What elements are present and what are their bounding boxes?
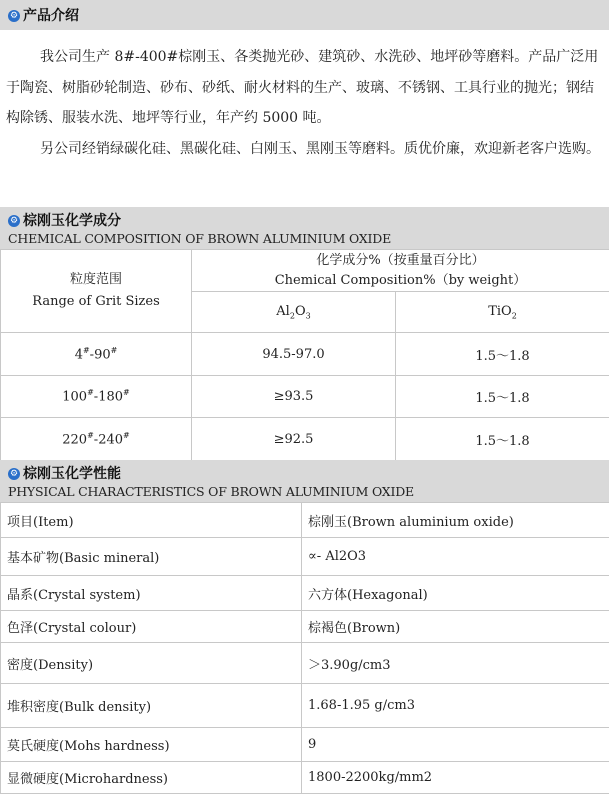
composition-header-cell (192, 250, 609, 292)
intro-header (0, 0, 609, 30)
table-row (1, 376, 609, 418)
ti-sub: 2 (512, 311, 517, 320)
al-sub2: 3 (306, 311, 311, 320)
al-value: 94.5-97.0 (192, 333, 396, 376)
grit-cell (1, 333, 192, 376)
grit-header-cn: 粒度范围 (7, 269, 185, 291)
physical-title-text: 棕刚玉化学性能 (23, 466, 121, 482)
table-row (1, 503, 609, 538)
prop-value: ∝- Al2O3 (302, 538, 609, 576)
prop-value: 1.68-1.95 g/cm3 (302, 684, 609, 728)
physical-title (8, 463, 121, 483)
intro-body (6, 42, 604, 164)
physical-header (0, 460, 609, 502)
table-row (1, 333, 609, 376)
chemical-header (0, 207, 609, 249)
chemical-title (8, 210, 121, 230)
prop-value: 棕刚玉(Brown aluminium oxide) (302, 503, 609, 538)
chemical-subtitle: CHEMICAL COMPOSITION OF BROWN ALUMINIUM OXIDE (8, 231, 391, 246)
grit-mark: # (83, 346, 90, 355)
prop-key: 项目(Item) (1, 503, 302, 538)
prop-key: 晶系(Crystal system) (1, 576, 302, 611)
grit-mark: # (123, 431, 130, 440)
prop-key: 色泽(Crystal colour) (1, 611, 302, 643)
prop-key: 堆积密度(Bulk density) (1, 684, 302, 728)
table-row (1, 576, 609, 611)
al-sub: 2 (290, 311, 295, 320)
grit-mark: # (87, 388, 94, 397)
grit-to: -240 (94, 432, 123, 447)
grit-to: -180 (94, 390, 123, 405)
ti-value: 1.5～1.8 (396, 418, 609, 461)
prop-value: ＞3.90g/cm3 (302, 643, 609, 684)
grit-mark: # (87, 431, 94, 440)
grit-header-en: Range of Grit Sizes (7, 291, 185, 313)
ti-value: 1.5～1.8 (396, 333, 609, 376)
prop-value: 9 (302, 728, 609, 762)
bullet-icon: ⚙ (8, 215, 20, 227)
grit-header-cell (1, 250, 192, 333)
physical-table (0, 502, 609, 794)
chemical-table (0, 249, 609, 461)
prop-key: 基本矿物(Basic mineral) (1, 538, 302, 576)
table-row (1, 762, 609, 794)
grit-from: 4 (75, 347, 83, 362)
intro-paragraph-1: 我公司生产 8#-400#棕刚玉、各类抛光砂、建筑砂、水洗砂、地坪砂等磨料。产品广泛用于陶瓷、树脂砂轮制造、砂布、砂纸、耐火材料的生产、玻璃、不锈钢、工具行业的抛光；钢结构除锈、服装水洗、地坪等行业，年产约 5000 吨。 (6, 42, 604, 134)
al-o-text: O (295, 304, 306, 319)
physical-subtitle: PHYSICAL CHARACTERISTICS OF BROWN ALUMINIUM OXIDE (8, 484, 414, 499)
grit-cell (1, 418, 192, 461)
grit-cell (1, 376, 192, 418)
chemical-title-text: 棕刚玉化学成分 (23, 213, 121, 229)
grit-to: -90 (90, 347, 111, 362)
bullet-icon: ⚙ (8, 10, 20, 22)
ti-value: 1.5～1.8 (396, 376, 609, 418)
prop-value: 棕褐色(Brown) (302, 611, 609, 643)
composition-header-en: Chemical Composition%（by weight） (198, 271, 603, 291)
table-row (1, 538, 609, 576)
al-value: ≥92.5 (192, 418, 396, 461)
table-row (1, 611, 609, 643)
table-row (1, 728, 609, 762)
intro-title-text: 产品介绍 (23, 8, 79, 24)
table-row (1, 643, 609, 684)
tio2-header (396, 292, 609, 333)
al2o3-header (192, 292, 396, 333)
prop-key: 莫氏硬度(Mohs hardness) (1, 728, 302, 762)
grit-from: 100 (62, 390, 87, 405)
composition-header-cn: 化学成分%（按重量百分比） (198, 251, 603, 271)
table-row (1, 684, 609, 728)
grit-from: 220 (62, 432, 87, 447)
prop-value: 六方体(Hexagonal) (302, 576, 609, 611)
grit-mark: # (111, 346, 118, 355)
al-text: Al (276, 304, 290, 319)
prop-value: 1800-2200kg/mm2 (302, 762, 609, 794)
al-value: ≥93.5 (192, 376, 396, 418)
intro-paragraph-2: 另公司经销绿碳化硅、黑碳化硅、白刚玉、黑刚玉等磨料。质优价廉，欢迎新老客户选购。 (6, 134, 604, 165)
bullet-icon: ⚙ (8, 468, 20, 480)
table-row (1, 418, 609, 461)
ti-text: TiO (488, 304, 512, 319)
prop-key: 显微硬度(Microhardness) (1, 762, 302, 794)
intro-title (8, 5, 79, 25)
grit-mark: # (123, 388, 130, 397)
prop-key: 密度(Density) (1, 643, 302, 684)
